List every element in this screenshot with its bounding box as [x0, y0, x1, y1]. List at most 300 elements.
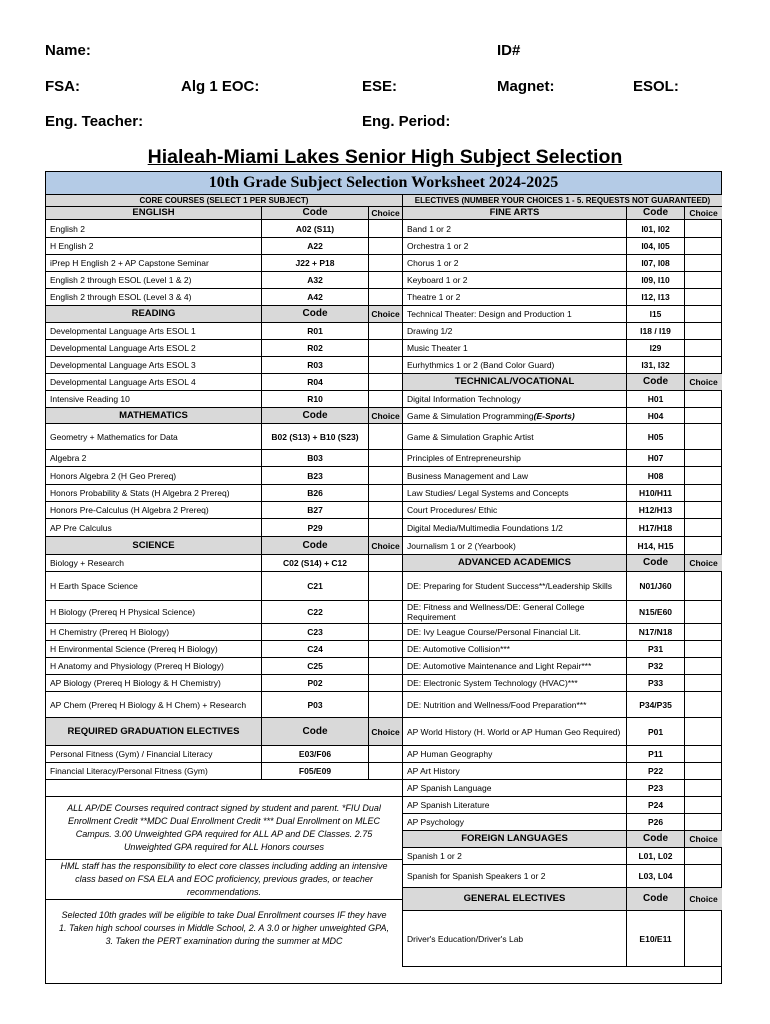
choice-input-cell[interactable]: [368, 746, 402, 762]
course-code: B03: [261, 450, 368, 466]
course-name: English 2 through ESOL (Level 1 & 2): [50, 275, 192, 285]
course-row: [403, 911, 722, 967]
course-name: Biology + Research: [50, 558, 124, 568]
choice-input-cell[interactable]: [684, 763, 722, 779]
course-name: Keyboard 1 or 2: [407, 275, 468, 285]
course-row: [403, 814, 722, 831]
course-code: P03: [261, 692, 368, 717]
course-name: Business Management and Law: [407, 470, 528, 481]
course-code: A22: [261, 238, 368, 254]
course-row: [403, 641, 722, 658]
course-name: AP Biology (Prereq H Biology & H Chemistry): [50, 678, 221, 688]
choice-input-cell[interactable]: [684, 467, 722, 484]
course-code: H05: [626, 424, 684, 449]
electives-header: ELECTIVES (NUMBER YOUR CHOICES 1 - 5. REQUESTS NOT GUARANTEED): [403, 195, 722, 207]
section-header-technical-vocational: [403, 374, 722, 391]
course-row: [403, 797, 722, 814]
choice-input-cell[interactable]: [684, 323, 722, 339]
course-code: E03/F06: [261, 746, 368, 762]
course-row: [403, 746, 722, 763]
choice-input-cell[interactable]: [684, 408, 722, 423]
course-code: P33: [626, 675, 684, 691]
course-code: H08: [626, 467, 684, 484]
choice-input-cell[interactable]: [684, 238, 722, 254]
course-row: [403, 450, 722, 467]
code-column-header: Code: [261, 537, 368, 554]
course-code: H07: [626, 450, 684, 466]
course-name: Theatre 1 or 2: [407, 292, 461, 302]
course-row: [46, 340, 402, 357]
course-name: Geometry + Mathematics for Data: [50, 431, 178, 442]
code-column-header: Code: [626, 374, 684, 390]
code-column-header: Code: [626, 888, 684, 910]
section-header-advanced-academics: [403, 555, 722, 572]
eng-teacher-label: Eng. Teacher:: [45, 113, 144, 130]
course-code: H12/H13: [626, 502, 684, 518]
section-title: ADVANCED ACADEMICS: [458, 557, 571, 568]
course-code: H17/H18: [626, 519, 684, 536]
course-row: [403, 238, 722, 255]
choice-input-cell[interactable]: [684, 814, 722, 830]
course-name: AP Pre Calculus: [50, 522, 112, 533]
course-name: iPrep H English 2 + AP Capstone Seminar: [50, 258, 209, 268]
course-code: P29: [261, 519, 368, 536]
choice-input-cell[interactable]: [368, 555, 402, 571]
code-column-header: Code: [626, 207, 684, 219]
course-name: Eurhythmics 1 or 2 (Band Color Guard): [407, 360, 555, 370]
choice-input-cell[interactable]: [684, 306, 722, 322]
course-name: English 2: [50, 223, 85, 234]
course-name: Digital Media/Multimedia Foundations 1/2: [407, 522, 563, 533]
course-code: I12, I13: [626, 289, 684, 305]
choice-input-cell[interactable]: [684, 675, 722, 691]
course-name: Digital Information Technology: [407, 394, 521, 404]
choice-input-cell[interactable]: [368, 323, 402, 339]
course-code: R01: [261, 323, 368, 339]
course-code: I01, I02: [626, 220, 684, 237]
course-code: B02 (S13) + B10 (S23): [261, 424, 368, 449]
course-name: H Environmental Science (Prereq H Biology): [50, 644, 218, 654]
course-name: H Earth Space Science: [50, 581, 138, 591]
course-row: [403, 340, 722, 357]
course-name: Court Procedures/ Ethic: [407, 505, 498, 515]
course-name: DE: Automotive Collision***: [407, 644, 510, 654]
course-name: Financial Literacy/Personal Fitness (Gym): [50, 766, 208, 776]
choice-input-cell[interactable]: [684, 641, 722, 657]
choice-input-cell[interactable]: [368, 485, 402, 501]
course-code: H14, H15: [626, 537, 684, 554]
section-header-foreign-languages: [403, 831, 722, 848]
choice-input-cell[interactable]: [684, 450, 722, 466]
choice-input-cell[interactable]: [684, 220, 722, 237]
course-code: C25: [261, 658, 368, 674]
course-code: C24: [261, 641, 368, 657]
course-code: I04, I05: [626, 238, 684, 254]
course-name: Developmental Language Arts ESOL 4: [50, 377, 196, 387]
choice-input-cell[interactable]: [684, 718, 722, 745]
course-name: Personal Fitness (Gym) / Financial Literacy: [50, 749, 213, 759]
choice-input-cell[interactable]: [684, 537, 722, 554]
course-name: AP Chem (Prereq H Biology & H Chem) + Research: [50, 699, 247, 710]
choice-input-cell[interactable]: [684, 746, 722, 762]
section-header-required-graduation-electives: [46, 718, 402, 746]
course-name: H Chemistry (Prereq H Biology): [50, 627, 170, 637]
choice-input-cell[interactable]: [368, 601, 402, 623]
course-name: Law Studies/ Legal Systems and Concepts: [407, 488, 569, 498]
course-name: Honors Algebra 2 (H Geo Prereq): [50, 470, 177, 481]
course-code: R04: [261, 374, 368, 390]
eng-period-label: Eng. Period:: [362, 113, 451, 130]
course-row: [46, 572, 402, 601]
esol-label: ESOL:: [633, 78, 679, 95]
course-row: [403, 763, 722, 780]
policy-note: ALL AP/DE Courses required contract signed by student and parent. *FIU Dual Enrollment Credit **MDC Dual Enrollment Credit *** Dual Enrollment on MLEC Campus. 3.00 Unweighted GPA required for ALL AP and DE Classes. 2.75 Unweighted GPA required for ALL Honors courses: [46, 797, 402, 860]
course-code: P22: [626, 763, 684, 779]
course-row: [403, 255, 722, 272]
course-code: I29: [626, 340, 684, 356]
course-row: [46, 692, 402, 718]
choice-input-cell[interactable]: [368, 692, 402, 717]
course-code: R02: [261, 340, 368, 356]
section-title: READING: [131, 308, 176, 319]
course-row: [403, 692, 722, 718]
course-row: [403, 658, 722, 675]
choice-input-cell[interactable]: [684, 692, 722, 717]
course-name: AP Human Geography: [407, 749, 493, 759]
course-code: H01: [626, 391, 684, 407]
course-code: P02: [261, 675, 368, 691]
course-code: P26: [626, 814, 684, 830]
course-row: [403, 502, 722, 519]
course-name: AP Art History: [407, 766, 460, 776]
choice-input-cell[interactable]: [368, 238, 402, 254]
course-name: English 2 through ESOL (Level 3 & 4): [50, 292, 192, 302]
course-row: [46, 357, 402, 374]
course-code: P23: [626, 780, 684, 796]
course-row: [403, 537, 722, 555]
page-title: Hialeah-Miami Lakes Senior High Subject Selection: [147, 146, 623, 168]
choice-input-cell[interactable]: [368, 641, 402, 657]
course-row: [46, 641, 402, 658]
choice-input-cell[interactable]: [368, 658, 402, 674]
course-code: H04: [626, 408, 684, 423]
section-title: FINE ARTS: [489, 207, 540, 218]
course-name: Band 1 or 2: [407, 223, 451, 234]
course-name: Music Theater 1: [407, 343, 468, 353]
course-name: Journalism 1 or 2 (Yearbook): [407, 540, 516, 551]
course-code: B26: [261, 485, 368, 501]
course-name: AP Psychology: [407, 817, 465, 827]
course-name: Drawing 1/2: [407, 326, 453, 336]
choice-input-cell[interactable]: [684, 502, 722, 518]
course-code: J22 + P18: [261, 255, 368, 271]
course-row: [46, 601, 402, 624]
choice-input-cell[interactable]: [684, 797, 722, 813]
course-code: P34/P35: [626, 692, 684, 717]
course-code: F05/E09: [261, 763, 368, 779]
choice-input-cell[interactable]: [684, 391, 722, 407]
choice-input-cell[interactable]: [684, 485, 722, 501]
section-title: GENERAL ELECTIVES: [463, 893, 566, 904]
course-row: [46, 675, 402, 692]
code-column-header: Code: [261, 718, 368, 745]
course-row: [46, 323, 402, 340]
course-row: [403, 323, 722, 340]
course-name: AP Spanish Literature: [407, 800, 490, 810]
course-name: Developmental Language Arts ESOL 1: [50, 326, 196, 336]
course-row: [46, 502, 402, 519]
choice-input-cell[interactable]: [368, 424, 402, 449]
course-name: Honors Pre-Calculus (H Algebra 2 Prereq): [50, 505, 209, 515]
choice-input-cell[interactable]: [684, 911, 722, 966]
course-name: DE: Nutrition and Wellness/Food Preparation***: [407, 699, 587, 710]
choice-input-cell[interactable]: [368, 467, 402, 484]
course-name: Orchestra 1 or 2: [407, 241, 469, 251]
choice-input-cell[interactable]: [684, 658, 722, 674]
course-code: N15/E60: [626, 601, 684, 623]
choice-column-header: Choice: [368, 718, 402, 745]
electives-column: [402, 195, 722, 967]
choice-input-cell[interactable]: [684, 272, 722, 288]
course-code: R10: [261, 391, 368, 407]
section-header-mathematics: [46, 408, 402, 424]
course-row: [403, 675, 722, 692]
code-column-header: Code: [626, 555, 684, 571]
course-name: Game & Simulation Programming (E-Sports): [407, 410, 575, 421]
course-name: DE: Automotive Maintenance and Light Repair***: [407, 661, 592, 671]
choice-column-header: Choice: [368, 207, 402, 219]
course-row: [403, 467, 722, 485]
choice-input-cell[interactable]: [368, 675, 402, 691]
course-row: [46, 519, 402, 537]
course-code: A32: [261, 272, 368, 288]
choice-input-cell[interactable]: [368, 502, 402, 518]
course-code: N17/N18: [626, 624, 684, 640]
choice-input-cell[interactable]: [684, 848, 722, 864]
course-code: P31: [626, 641, 684, 657]
section-header-fine-arts: [403, 207, 722, 220]
course-row: [403, 572, 722, 601]
course-code: R03: [261, 357, 368, 373]
choice-input-cell[interactable]: [368, 272, 402, 288]
choice-input-cell[interactable]: [684, 289, 722, 305]
section-header-general-electives: [403, 888, 722, 911]
choice-column-header: Choice: [368, 408, 402, 423]
course-name-note: (E-Sports): [533, 410, 575, 421]
course-name: Developmental Language Arts ESOL 3: [50, 360, 196, 370]
ese-label: ESE:: [362, 78, 398, 95]
choice-input-cell[interactable]: [684, 340, 722, 356]
choice-column-header: Choice: [368, 537, 402, 554]
blank-row: [46, 780, 402, 797]
choice-input-cell[interactable]: [684, 424, 722, 449]
choice-input-cell[interactable]: [368, 763, 402, 779]
choice-input-cell[interactable]: [368, 391, 402, 407]
course-name: Driver's Education/Driver's Lab: [407, 933, 524, 944]
choice-input-cell[interactable]: [368, 340, 402, 356]
fsa-label: FSA:: [45, 78, 80, 95]
course-code: B27: [261, 502, 368, 518]
course-row: [403, 272, 722, 289]
course-code: C21: [261, 572, 368, 600]
course-name: Game & Simulation Graphic Artist: [407, 431, 534, 442]
choice-input-cell[interactable]: [684, 255, 722, 271]
course-name: DE: Ivy League Course/Personal Financial Lit.: [407, 627, 581, 637]
course-row: [46, 555, 402, 572]
choice-input-cell[interactable]: [368, 519, 402, 536]
course-name: AP Spanish Language: [407, 783, 492, 793]
course-code: A02 (S11): [261, 220, 368, 237]
course-name: DE: Electronic System Technology (HVAC)***: [407, 678, 578, 688]
course-name: Spanish 1 or 2: [407, 851, 462, 861]
course-code: P01: [626, 718, 684, 745]
course-name: Algebra 2: [50, 453, 87, 463]
course-row: [46, 391, 402, 408]
worksheet-table: [45, 171, 722, 984]
course-name: Principles of Entrepreneurship: [407, 453, 521, 463]
course-name: H Anatomy and Physiology (Prereq H Biology): [50, 661, 224, 671]
choice-column-header: Choice: [368, 306, 402, 322]
course-row: [403, 519, 722, 537]
choice-input-cell[interactable]: [368, 289, 402, 305]
core-courses-header: CORE COURSES (SELECT 1 PER SUBJECT): [46, 195, 402, 207]
choice-column-header: Choice: [684, 555, 722, 571]
choice-input-cell[interactable]: [368, 374, 402, 390]
course-code: C22: [261, 601, 368, 623]
course-code: B23: [261, 467, 368, 484]
course-row: [403, 306, 722, 323]
course-row: [403, 289, 722, 306]
choice-input-cell[interactable]: [368, 220, 402, 237]
course-row: [46, 467, 402, 485]
course-name: Spanish for Spanish Speakers 1 or 2: [407, 871, 546, 881]
course-row: [46, 746, 402, 763]
choice-input-cell[interactable]: [684, 572, 722, 600]
section-header-science: [46, 537, 402, 555]
course-code: A42: [261, 289, 368, 305]
course-row: [46, 450, 402, 467]
course-code: E10/E11: [626, 911, 684, 966]
course-row: [46, 272, 402, 289]
choice-input-cell[interactable]: [684, 519, 722, 536]
id-label: ID#: [497, 42, 521, 59]
alg-eoc-label: Alg 1 EOC:: [181, 78, 260, 95]
code-column-header: Code: [261, 207, 368, 219]
course-row: [403, 485, 722, 502]
course-row: [403, 848, 722, 865]
course-code: C02 (S14) + C12: [261, 555, 368, 571]
course-code: P11: [626, 746, 684, 762]
course-name: H Biology (Prereq H Physical Science): [50, 607, 196, 617]
course-row: [46, 485, 402, 502]
course-row: [46, 763, 402, 780]
choice-column-header: Choice: [684, 831, 722, 847]
course-code: L01, L02: [626, 848, 684, 864]
course-row: [403, 357, 722, 374]
course-name: AP World History (H. World or AP Human Geo Required): [407, 726, 621, 737]
choice-input-cell[interactable]: [368, 450, 402, 466]
course-row: [46, 289, 402, 306]
course-code: I09, I10: [626, 272, 684, 288]
section-title: ENGLISH: [132, 207, 175, 218]
course-row: [403, 424, 722, 450]
course-name: H English 2: [50, 241, 94, 251]
section-title: FOREIGN LANGUAGES: [461, 833, 568, 844]
choice-input-cell[interactable]: [368, 572, 402, 600]
code-column-header: Code: [261, 408, 368, 423]
course-row: [46, 658, 402, 675]
course-row: [46, 220, 402, 238]
code-column-header: Code: [261, 306, 368, 322]
course-code: I07, I08: [626, 255, 684, 271]
core-courses-column: [46, 195, 402, 956]
course-row: [403, 624, 722, 641]
course-name: Intensive Reading 10: [50, 394, 130, 404]
course-row: [403, 865, 722, 888]
magnet-label: Magnet:: [497, 78, 555, 95]
choice-input-cell[interactable]: [368, 624, 402, 640]
course-row: [46, 255, 402, 272]
choice-column-header: Choice: [684, 888, 722, 910]
course-code: C23: [261, 624, 368, 640]
code-column-header: Code: [626, 831, 684, 847]
course-row: [46, 624, 402, 641]
section-title: MATHEMATICS: [119, 409, 188, 421]
section-title: REQUIRED GRADUATION ELECTIVES: [67, 725, 240, 737]
choice-input-cell[interactable]: [368, 357, 402, 373]
course-name: Chorus 1 or 2: [407, 258, 459, 268]
choice-input-cell[interactable]: [684, 865, 722, 887]
course-name: Honors Probability & Stats (H Algebra 2 Prereq): [50, 488, 230, 498]
course-row: [46, 238, 402, 255]
course-row: [403, 391, 722, 408]
course-name: DE: Preparing for Student Success**/Leadership Skills: [407, 581, 613, 591]
course-code: P32: [626, 658, 684, 674]
choice-input-cell[interactable]: [684, 780, 722, 796]
course-code: N01/J60: [626, 572, 684, 600]
course-name: Developmental Language Arts ESOL 2: [50, 343, 196, 353]
course-code: I18 / I19: [626, 323, 684, 339]
choice-column-header: Choice: [684, 207, 722, 219]
course-code: L03, L04: [626, 865, 684, 887]
section-title: SCIENCE: [132, 539, 175, 551]
course-code: H10/H11: [626, 485, 684, 501]
choice-input-cell[interactable]: [684, 601, 722, 623]
course-row: [403, 780, 722, 797]
course-code: P24: [626, 797, 684, 813]
choice-input-cell[interactable]: [684, 357, 722, 373]
choice-column-header: Choice: [684, 374, 722, 390]
course-row: [403, 601, 722, 624]
course-row: [46, 424, 402, 450]
course-code: I15: [626, 306, 684, 322]
choice-input-cell[interactable]: [684, 624, 722, 640]
name-label: Name:: [45, 42, 91, 59]
section-header-reading: [46, 306, 402, 323]
course-row: [403, 408, 722, 424]
section-title: TECHNICAL/VOCATIONAL: [454, 376, 575, 387]
choice-input-cell[interactable]: [368, 255, 402, 271]
course-name: DE: Fitness and Wellness/DE: General College Requirement: [407, 602, 585, 622]
course-row: [403, 220, 722, 238]
policy-note: Selected 10th grades will be eligible to take Dual Enrollment courses IF they have 1. Taken high school courses in Middle School, 2. A 3.0 or higher unweighted GPA, 3. Taken the PERT examination during the summer at MDC: [58, 909, 390, 946]
section-header-english: [46, 207, 402, 220]
policy-note: HML staff has the responsibility to elect core classes including adding an intensive class based on FSA ELA and EOC proficiency, previous grades, or teacher recommendations.: [46, 860, 402, 900]
course-row: [403, 718, 722, 746]
course-name: Technical Theater: Design and Production 1: [407, 309, 572, 319]
course-row: [46, 374, 402, 391]
course-code: I31, I32: [626, 357, 684, 373]
